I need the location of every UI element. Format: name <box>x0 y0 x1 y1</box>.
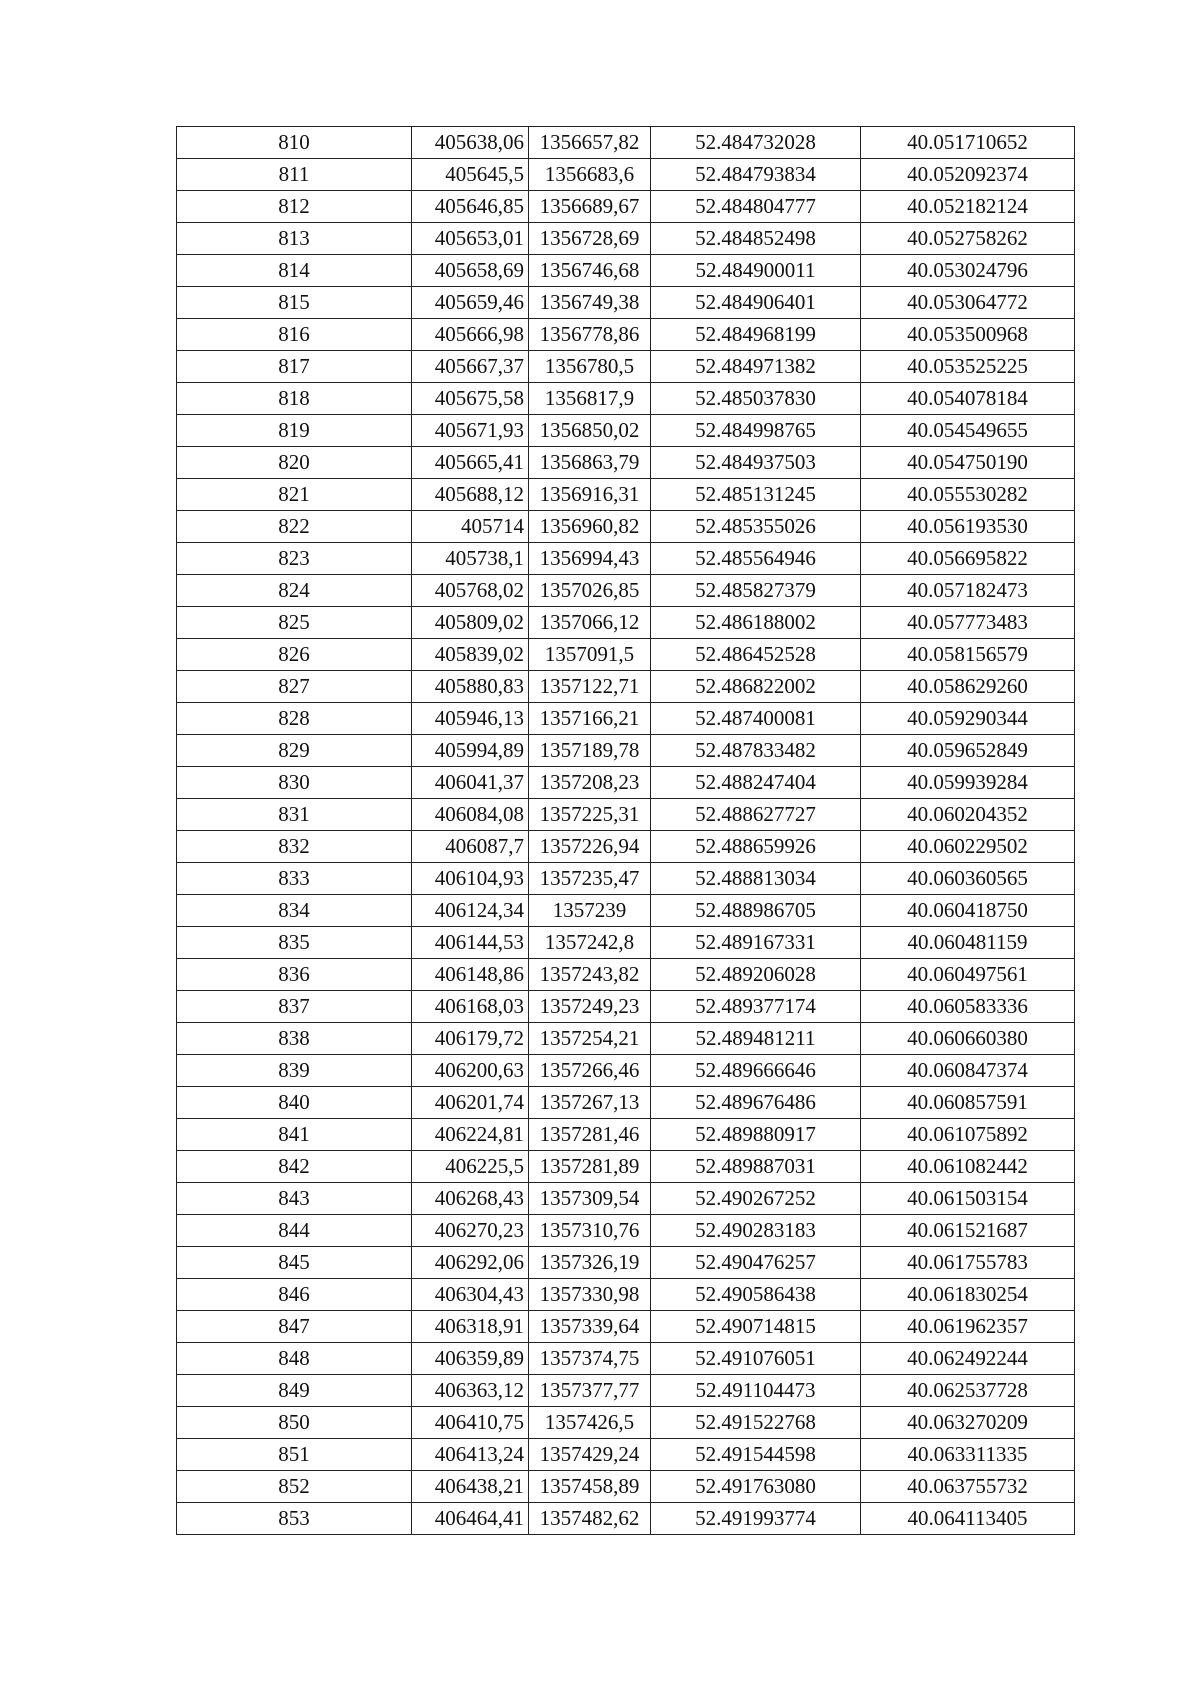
coordinates-table-body <box>177 127 1075 1535</box>
table-row <box>177 191 1075 223</box>
longitude-cell: 40.061521687 <box>861 1215 1075 1247</box>
y-coordinate-cell: 1357309,54 <box>529 1183 651 1215</box>
longitude-cell: 40.053024796 <box>861 255 1075 287</box>
table-row <box>177 415 1075 447</box>
longitude-cell: 40.061503154 <box>861 1183 1075 1215</box>
latitude-cell: 52.484968199 <box>651 319 861 351</box>
table-row <box>177 1375 1075 1407</box>
latitude-cell: 52.485037830 <box>651 383 861 415</box>
latitude-cell: 52.489880917 <box>651 1119 861 1151</box>
point-number-cell: 815 <box>177 287 412 319</box>
coordinates-table <box>176 126 1075 1535</box>
table-row <box>177 1407 1075 1439</box>
longitude-cell: 40.060204352 <box>861 799 1075 831</box>
latitude-cell: 52.491104473 <box>651 1375 861 1407</box>
table-row <box>177 639 1075 671</box>
longitude-cell: 40.061755783 <box>861 1247 1075 1279</box>
table-row <box>177 831 1075 863</box>
latitude-cell: 52.486822002 <box>651 671 861 703</box>
y-coordinate-cell: 1357226,94 <box>529 831 651 863</box>
latitude-cell: 52.490283183 <box>651 1215 861 1247</box>
y-coordinate-cell: 1357026,85 <box>529 575 651 607</box>
point-number-cell: 849 <box>177 1375 412 1407</box>
table-row <box>177 1183 1075 1215</box>
table-row <box>177 1023 1075 1055</box>
latitude-cell: 52.485131245 <box>651 479 861 511</box>
longitude-cell: 40.063755732 <box>861 1471 1075 1503</box>
x-coordinate-cell: 406268,43 <box>412 1183 529 1215</box>
x-coordinate-cell: 406292,06 <box>412 1247 529 1279</box>
point-number-cell: 826 <box>177 639 412 671</box>
x-coordinate-cell: 405666,98 <box>412 319 529 351</box>
table-row <box>177 1087 1075 1119</box>
table-row <box>177 959 1075 991</box>
y-coordinate-cell: 1356778,86 <box>529 319 651 351</box>
y-coordinate-cell: 1357330,98 <box>529 1279 651 1311</box>
latitude-cell: 52.485827379 <box>651 575 861 607</box>
x-coordinate-cell: 405946,13 <box>412 703 529 735</box>
x-coordinate-cell: 405688,12 <box>412 479 529 511</box>
latitude-cell: 52.491076051 <box>651 1343 861 1375</box>
y-coordinate-cell: 1356746,68 <box>529 255 651 287</box>
latitude-cell: 52.484998765 <box>651 415 861 447</box>
longitude-cell: 40.061962357 <box>861 1311 1075 1343</box>
x-coordinate-cell: 405645,5 <box>412 159 529 191</box>
y-coordinate-cell: 1357281,89 <box>529 1151 651 1183</box>
longitude-cell: 40.063311335 <box>861 1439 1075 1471</box>
longitude-cell: 40.053525225 <box>861 351 1075 383</box>
longitude-cell: 40.061082442 <box>861 1151 1075 1183</box>
y-coordinate-cell: 1356749,38 <box>529 287 651 319</box>
x-coordinate-cell: 405994,89 <box>412 735 529 767</box>
longitude-cell: 40.063270209 <box>861 1407 1075 1439</box>
point-number-cell: 834 <box>177 895 412 927</box>
latitude-cell: 52.488659926 <box>651 831 861 863</box>
x-coordinate-cell: 406144,53 <box>412 927 529 959</box>
y-coordinate-cell: 1357243,82 <box>529 959 651 991</box>
y-coordinate-cell: 1357225,31 <box>529 799 651 831</box>
longitude-cell: 40.060583336 <box>861 991 1075 1023</box>
y-coordinate-cell: 1357281,46 <box>529 1119 651 1151</box>
point-number-cell: 833 <box>177 863 412 895</box>
point-number-cell: 847 <box>177 1311 412 1343</box>
point-number-cell: 821 <box>177 479 412 511</box>
longitude-cell: 40.053500968 <box>861 319 1075 351</box>
x-coordinate-cell: 405665,41 <box>412 447 529 479</box>
latitude-cell: 52.488247404 <box>651 767 861 799</box>
point-number-cell: 818 <box>177 383 412 415</box>
longitude-cell: 40.057773483 <box>861 607 1075 639</box>
latitude-cell: 52.491993774 <box>651 1503 861 1535</box>
table-row <box>177 287 1075 319</box>
latitude-cell: 52.485564946 <box>651 543 861 575</box>
y-coordinate-cell: 1357458,89 <box>529 1471 651 1503</box>
point-number-cell: 848 <box>177 1343 412 1375</box>
point-number-cell: 839 <box>177 1055 412 1087</box>
point-number-cell: 819 <box>177 415 412 447</box>
longitude-cell: 40.057182473 <box>861 575 1075 607</box>
table-row <box>177 159 1075 191</box>
point-number-cell: 845 <box>177 1247 412 1279</box>
x-coordinate-cell: 406413,24 <box>412 1439 529 1471</box>
table-row <box>177 1311 1075 1343</box>
longitude-cell: 40.053064772 <box>861 287 1075 319</box>
latitude-cell: 52.491763080 <box>651 1471 861 1503</box>
table-row <box>177 127 1075 159</box>
x-coordinate-cell: 406270,23 <box>412 1215 529 1247</box>
y-coordinate-cell: 1357377,77 <box>529 1375 651 1407</box>
y-coordinate-cell: 1357122,71 <box>529 671 651 703</box>
x-coordinate-cell: 405880,83 <box>412 671 529 703</box>
table-row <box>177 351 1075 383</box>
latitude-cell: 52.490476257 <box>651 1247 861 1279</box>
point-number-cell: 850 <box>177 1407 412 1439</box>
latitude-cell: 52.490714815 <box>651 1311 861 1343</box>
point-number-cell: 841 <box>177 1119 412 1151</box>
point-number-cell: 820 <box>177 447 412 479</box>
point-number-cell: 827 <box>177 671 412 703</box>
latitude-cell: 52.486188002 <box>651 607 861 639</box>
longitude-cell: 40.054549655 <box>861 415 1075 447</box>
latitude-cell: 52.484906401 <box>651 287 861 319</box>
point-number-cell: 814 <box>177 255 412 287</box>
point-number-cell: 810 <box>177 127 412 159</box>
table-row <box>177 1119 1075 1151</box>
latitude-cell: 52.489206028 <box>651 959 861 991</box>
x-coordinate-cell: 406363,12 <box>412 1375 529 1407</box>
latitude-cell: 52.484732028 <box>651 127 861 159</box>
longitude-cell: 40.061075892 <box>861 1119 1075 1151</box>
y-coordinate-cell: 1357249,23 <box>529 991 651 1023</box>
y-coordinate-cell: 1357242,8 <box>529 927 651 959</box>
longitude-cell: 40.058629260 <box>861 671 1075 703</box>
latitude-cell: 52.484971382 <box>651 351 861 383</box>
x-coordinate-cell: 405738,1 <box>412 543 529 575</box>
point-number-cell: 844 <box>177 1215 412 1247</box>
longitude-cell: 40.056193530 <box>861 511 1075 543</box>
table-row <box>177 447 1075 479</box>
point-number-cell: 813 <box>177 223 412 255</box>
longitude-cell: 40.060418750 <box>861 895 1075 927</box>
latitude-cell: 52.491522768 <box>651 1407 861 1439</box>
x-coordinate-cell: 405714 <box>412 511 529 543</box>
latitude-cell: 52.488627727 <box>651 799 861 831</box>
table-row <box>177 1151 1075 1183</box>
latitude-cell: 52.485355026 <box>651 511 861 543</box>
x-coordinate-cell: 405659,46 <box>412 287 529 319</box>
y-coordinate-cell: 1357189,78 <box>529 735 651 767</box>
latitude-cell: 52.484804777 <box>651 191 861 223</box>
latitude-cell: 52.491544598 <box>651 1439 861 1471</box>
longitude-cell: 40.062492244 <box>861 1343 1075 1375</box>
longitude-cell: 40.051710652 <box>861 127 1075 159</box>
point-number-cell: 840 <box>177 1087 412 1119</box>
y-coordinate-cell: 1356689,67 <box>529 191 651 223</box>
table-row <box>177 799 1075 831</box>
x-coordinate-cell: 405653,01 <box>412 223 529 255</box>
y-coordinate-cell: 1357208,23 <box>529 767 651 799</box>
table-row <box>177 383 1075 415</box>
x-coordinate-cell: 406438,21 <box>412 1471 529 1503</box>
longitude-cell: 40.056695822 <box>861 543 1075 575</box>
latitude-cell: 52.487833482 <box>651 735 861 767</box>
x-coordinate-cell: 405671,93 <box>412 415 529 447</box>
table-row <box>177 767 1075 799</box>
longitude-cell: 40.059652849 <box>861 735 1075 767</box>
x-coordinate-cell: 405646,85 <box>412 191 529 223</box>
x-coordinate-cell: 406225,5 <box>412 1151 529 1183</box>
point-number-cell: 837 <box>177 991 412 1023</box>
latitude-cell: 52.489887031 <box>651 1151 861 1183</box>
table-row <box>177 319 1075 351</box>
point-number-cell: 812 <box>177 191 412 223</box>
table-row <box>177 255 1075 287</box>
point-number-cell: 838 <box>177 1023 412 1055</box>
table-row <box>177 1503 1075 1535</box>
y-coordinate-cell: 1357267,13 <box>529 1087 651 1119</box>
longitude-cell: 40.060481159 <box>861 927 1075 959</box>
y-coordinate-cell: 1356817,9 <box>529 383 651 415</box>
y-coordinate-cell: 1357426,5 <box>529 1407 651 1439</box>
y-coordinate-cell: 1357066,12 <box>529 607 651 639</box>
x-coordinate-cell: 406224,81 <box>412 1119 529 1151</box>
y-coordinate-cell: 1356850,02 <box>529 415 651 447</box>
table-row <box>177 1247 1075 1279</box>
x-coordinate-cell: 406168,03 <box>412 991 529 1023</box>
x-coordinate-cell: 406179,72 <box>412 1023 529 1055</box>
latitude-cell: 52.490267252 <box>651 1183 861 1215</box>
latitude-cell: 52.489377174 <box>651 991 861 1023</box>
x-coordinate-cell: 405675,58 <box>412 383 529 415</box>
x-coordinate-cell: 406041,37 <box>412 767 529 799</box>
longitude-cell: 40.059290344 <box>861 703 1075 735</box>
longitude-cell: 40.062537728 <box>861 1375 1075 1407</box>
y-coordinate-cell: 1357091,5 <box>529 639 651 671</box>
latitude-cell: 52.488986705 <box>651 895 861 927</box>
latitude-cell: 52.489666646 <box>651 1055 861 1087</box>
table-row <box>177 543 1075 575</box>
longitude-cell: 40.060660380 <box>861 1023 1075 1055</box>
table-row <box>177 1055 1075 1087</box>
point-number-cell: 843 <box>177 1183 412 1215</box>
x-coordinate-cell: 406464,41 <box>412 1503 529 1535</box>
table-row <box>177 479 1075 511</box>
point-number-cell: 835 <box>177 927 412 959</box>
x-coordinate-cell: 406124,34 <box>412 895 529 927</box>
longitude-cell: 40.060229502 <box>861 831 1075 863</box>
x-coordinate-cell: 405768,02 <box>412 575 529 607</box>
latitude-cell: 52.484937503 <box>651 447 861 479</box>
point-number-cell: 831 <box>177 799 412 831</box>
table-row <box>177 1343 1075 1375</box>
x-coordinate-cell: 406084,08 <box>412 799 529 831</box>
point-number-cell: 836 <box>177 959 412 991</box>
y-coordinate-cell: 1356916,31 <box>529 479 651 511</box>
longitude-cell: 40.060497561 <box>861 959 1075 991</box>
table-row <box>177 223 1075 255</box>
table-row <box>177 511 1075 543</box>
table-row <box>177 895 1075 927</box>
longitude-cell: 40.054750190 <box>861 447 1075 479</box>
table-row <box>177 1215 1075 1247</box>
longitude-cell: 40.059939284 <box>861 767 1075 799</box>
longitude-cell: 40.060360565 <box>861 863 1075 895</box>
y-coordinate-cell: 1356728,69 <box>529 223 651 255</box>
y-coordinate-cell: 1357166,21 <box>529 703 651 735</box>
y-coordinate-cell: 1357254,21 <box>529 1023 651 1055</box>
x-coordinate-cell: 406359,89 <box>412 1343 529 1375</box>
x-coordinate-cell: 405839,02 <box>412 639 529 671</box>
y-coordinate-cell: 1356657,82 <box>529 127 651 159</box>
x-coordinate-cell: 406148,86 <box>412 959 529 991</box>
latitude-cell: 52.484900011 <box>651 255 861 287</box>
point-number-cell: 852 <box>177 1471 412 1503</box>
table-row <box>177 863 1075 895</box>
point-number-cell: 832 <box>177 831 412 863</box>
table-row <box>177 671 1075 703</box>
point-number-cell: 822 <box>177 511 412 543</box>
longitude-cell: 40.055530282 <box>861 479 1075 511</box>
latitude-cell: 52.484793834 <box>651 159 861 191</box>
table-row <box>177 575 1075 607</box>
y-coordinate-cell: 1356863,79 <box>529 447 651 479</box>
table-row <box>177 927 1075 959</box>
longitude-cell: 40.058156579 <box>861 639 1075 671</box>
x-coordinate-cell: 405638,06 <box>412 127 529 159</box>
latitude-cell: 52.489481211 <box>651 1023 861 1055</box>
point-number-cell: 842 <box>177 1151 412 1183</box>
latitude-cell: 52.490586438 <box>651 1279 861 1311</box>
latitude-cell: 52.484852498 <box>651 223 861 255</box>
latitude-cell: 52.487400081 <box>651 703 861 735</box>
x-coordinate-cell: 405667,37 <box>412 351 529 383</box>
latitude-cell: 52.486452528 <box>651 639 861 671</box>
longitude-cell: 40.064113405 <box>861 1503 1075 1535</box>
latitude-cell: 52.489167331 <box>651 927 861 959</box>
point-number-cell: 829 <box>177 735 412 767</box>
point-number-cell: 851 <box>177 1439 412 1471</box>
y-coordinate-cell: 1357326,19 <box>529 1247 651 1279</box>
x-coordinate-cell: 406304,43 <box>412 1279 529 1311</box>
table-row <box>177 735 1075 767</box>
y-coordinate-cell: 1357482,62 <box>529 1503 651 1535</box>
longitude-cell: 40.060847374 <box>861 1055 1075 1087</box>
table-row <box>177 1279 1075 1311</box>
x-coordinate-cell: 406087,7 <box>412 831 529 863</box>
point-number-cell: 823 <box>177 543 412 575</box>
y-coordinate-cell: 1356960,82 <box>529 511 651 543</box>
y-coordinate-cell: 1357239 <box>529 895 651 927</box>
point-number-cell: 828 <box>177 703 412 735</box>
point-number-cell: 853 <box>177 1503 412 1535</box>
point-number-cell: 811 <box>177 159 412 191</box>
longitude-cell: 40.061830254 <box>861 1279 1075 1311</box>
x-coordinate-cell: 405809,02 <box>412 607 529 639</box>
y-coordinate-cell: 1356780,5 <box>529 351 651 383</box>
longitude-cell: 40.060857591 <box>861 1087 1075 1119</box>
point-number-cell: 830 <box>177 767 412 799</box>
y-coordinate-cell: 1357429,24 <box>529 1439 651 1471</box>
longitude-cell: 40.054078184 <box>861 383 1075 415</box>
table-row <box>177 1439 1075 1471</box>
table-row <box>177 1471 1075 1503</box>
x-coordinate-cell: 406410,75 <box>412 1407 529 1439</box>
x-coordinate-cell: 406104,93 <box>412 863 529 895</box>
longitude-cell: 40.052092374 <box>861 159 1075 191</box>
y-coordinate-cell: 1357310,76 <box>529 1215 651 1247</box>
point-number-cell: 846 <box>177 1279 412 1311</box>
latitude-cell: 52.488813034 <box>651 863 861 895</box>
longitude-cell: 40.052758262 <box>861 223 1075 255</box>
point-number-cell: 824 <box>177 575 412 607</box>
y-coordinate-cell: 1357235,47 <box>529 863 651 895</box>
longitude-cell: 40.052182124 <box>861 191 1075 223</box>
y-coordinate-cell: 1356994,43 <box>529 543 651 575</box>
point-number-cell: 825 <box>177 607 412 639</box>
x-coordinate-cell: 406318,91 <box>412 1311 529 1343</box>
y-coordinate-cell: 1357266,46 <box>529 1055 651 1087</box>
x-coordinate-cell: 406200,63 <box>412 1055 529 1087</box>
point-number-cell: 817 <box>177 351 412 383</box>
latitude-cell: 52.489676486 <box>651 1087 861 1119</box>
table-row <box>177 703 1075 735</box>
point-number-cell: 816 <box>177 319 412 351</box>
y-coordinate-cell: 1357374,75 <box>529 1343 651 1375</box>
y-coordinate-cell: 1357339,64 <box>529 1311 651 1343</box>
table-row <box>177 991 1075 1023</box>
x-coordinate-cell: 405658,69 <box>412 255 529 287</box>
x-coordinate-cell: 406201,74 <box>412 1087 529 1119</box>
y-coordinate-cell: 1356683,6 <box>529 159 651 191</box>
table-row <box>177 607 1075 639</box>
